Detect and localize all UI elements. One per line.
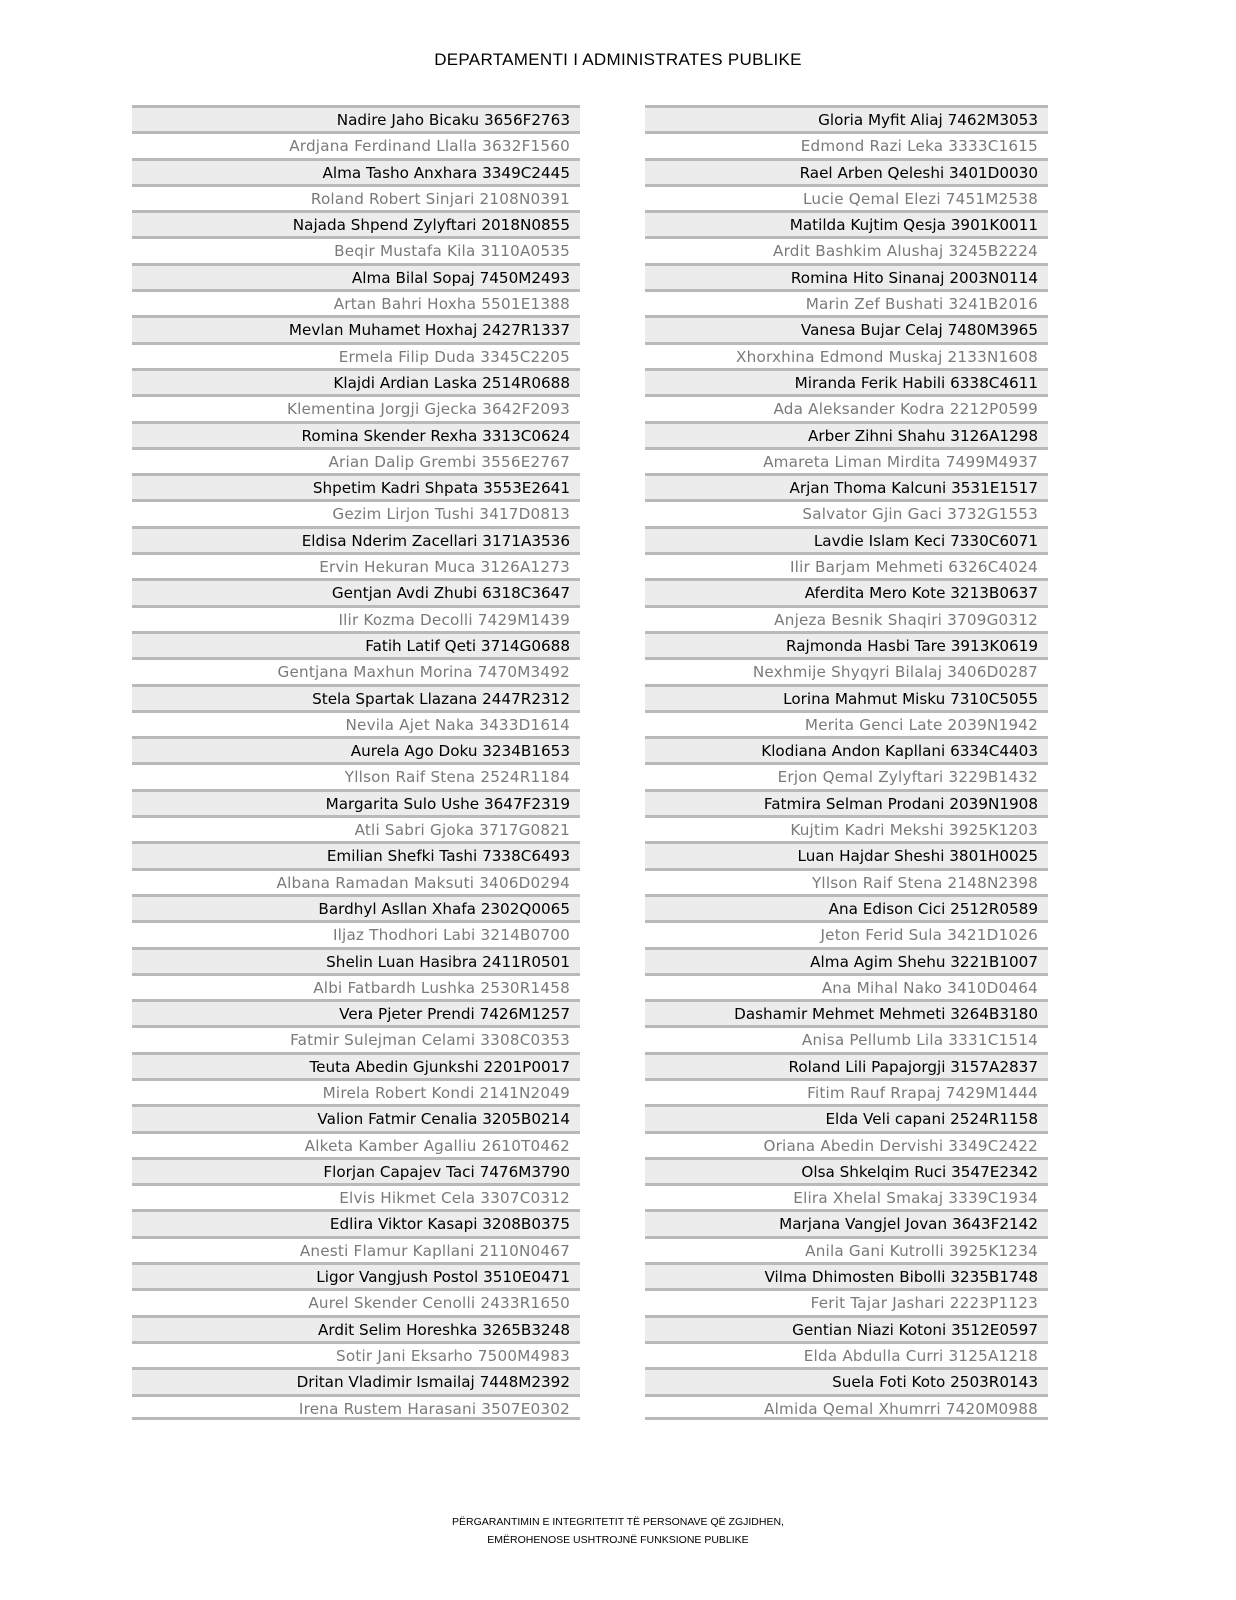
list-item: Klajdi Ardian Laska 2514R0688 [132,368,580,394]
list-item: Anesti Flamur Kapllani 2110N0467 [132,1236,580,1262]
list-item: Eldisa Nderim Zacellari 3171A3536 [132,526,580,552]
list-item: Fatih Latif Qeti 3714G0688 [132,631,580,657]
list-item: Ardit Bashkim Alushaj 3245B2224 [645,236,1048,262]
list-item: Erjon Qemal Zylyftari 3229B1432 [645,762,1048,788]
list-item: Fitim Rauf Rrapaj 7429M1444 [645,1078,1048,1104]
list-item: Aurela Ago Doku 3234B1653 [132,736,580,762]
list-item: Shpetim Kadri Shpata 3553E2641 [132,473,580,499]
list-item: Gezim Lirjon Tushi 3417D0813 [132,499,580,525]
list-item: Alma Bilal Sopaj 7450M2493 [132,263,580,289]
list-item: Anisa Pellumb Lila 3331C1514 [645,1025,1048,1051]
list-item: Lucie Qemal Elezi 7451M2538 [645,184,1048,210]
list-item: Sotir Jani Eksarho 7500M4983 [132,1341,580,1367]
list-item: Nevila Ajet Naka 3433D1614 [132,710,580,736]
footer [0,1513,1236,1549]
list-item: Valion Fatmir Cenalia 3205B0214 [132,1104,580,1130]
list-item: Arber Zihni Shahu 3126A1298 [645,421,1048,447]
list-item: Gloria Myfit Aliaj 7462M3053 [645,105,1048,131]
list-item: Romina Skender Rexha 3313C0624 [132,421,580,447]
list-item: Yllson Raif Stena 2148N2398 [645,868,1048,894]
list-item: Lavdie Islam Keci 7330C6071 [645,526,1048,552]
list-item: Artan Bahri Hoxha 5501E1388 [132,289,580,315]
list-item: Ada Aleksander Kodra 2212P0599 [645,394,1048,420]
list-item: Alma Tasho Anxhara 3349C2445 [132,158,580,184]
list-item: Najada Shpend Zylyftari 2018N0855 [132,210,580,236]
list-item: Ardjana Ferdinand Llalla 3632F1560 [132,131,580,157]
list-item: Atli Sabri Gjoka 3717G0821 [132,815,580,841]
list-item: Roland Lili Papajorgji 3157A2837 [645,1052,1048,1078]
list-item: Mevlan Muhamet Hoxhaj 2427R1337 [132,315,580,341]
list-item: Florjan Capajev Taci 7476M3790 [132,1157,580,1183]
list-item: Yllson Raif Stena 2524R1184 [132,762,580,788]
list-item: Elda Veli capani 2524R1158 [645,1104,1048,1130]
list-item: Kujtim Kadri Mekshi 3925K1203 [645,815,1048,841]
list-item: Xhorxhina Edmond Muskaj 2133N1608 [645,342,1048,368]
list-item: Romina Hito Sinanaj 2003N0114 [645,263,1048,289]
list-item: Aferdita Mero Kote 3213B0637 [645,578,1048,604]
list-item: Dritan Vladimir Ismailaj 7448M2392 [132,1367,580,1393]
list-item: Ana Edison Cici 2512R0589 [645,894,1048,920]
footer-line-1: PËRGARANTIMIN E INTEGRITETIT TË PERSONAVE QË ZGJIDHEN, [452,1516,784,1528]
list-item: Arian Dalip Grembi 3556E2767 [132,447,580,473]
list-item: Albana Ramadan Maksuti 3406D0294 [132,868,580,894]
list-item: Stela Spartak Llazana 2447R2312 [132,684,580,710]
list-item: Marin Zef Bushati 3241B2016 [645,289,1048,315]
list-item: Anila Gani Kutrolli 3925K1234 [645,1236,1048,1262]
list-item: Fatmira Selman Prodani 2039N1908 [645,789,1048,815]
list-item: Gentjan Avdi Zhubi 6318C3647 [132,578,580,604]
list-item: Miranda Ferik Habili 6338C4611 [645,368,1048,394]
list-item: Gentjana Maxhun Morina 7470M3492 [132,657,580,683]
list-item: Vilma Dhimosten Bibolli 3235B1748 [645,1262,1048,1288]
right-name-list [645,105,1048,1420]
list-item: Alma Agim Shehu 3221B1007 [645,947,1048,973]
list-item: Klementina Jorgji Gjecka 3642F2093 [132,394,580,420]
list-item: Margarita Sulo Ushe 3647F2319 [132,789,580,815]
list-item: Emilian Shefki Tashi 7338C6493 [132,841,580,867]
list-item: Ilir Barjam Mehmeti 6326C4024 [645,552,1048,578]
left-name-list [132,105,580,1420]
page-title: DEPARTAMENTI I ADMINISTRATES PUBLIKE [434,50,802,69]
list-item: Vera Pjeter Prendi 7426M1257 [132,999,580,1025]
list-item: Ermela Filip Duda 3345C2205 [132,342,580,368]
list-item: Matilda Kujtim Qesja 3901K0011 [645,210,1048,236]
list-item: Marjana Vangjel Jovan 3643F2142 [645,1209,1048,1235]
list-item: Gentian Niazi Kotoni 3512E0597 [645,1315,1048,1341]
list-item: Shelin Luan Hasibra 2411R0501 [132,947,580,973]
list-item: Jeton Ferid Sula 3421D1026 [645,920,1048,946]
list-item: Merita Genci Late 2039N1942 [645,710,1048,736]
list-item: Elira Xhelal Smakaj 3339C1934 [645,1183,1048,1209]
list-item: Fatmir Sulejman Celami 3308C0353 [132,1025,580,1051]
list-item: Ervin Hekuran Muca 3126A1273 [132,552,580,578]
list-item: Roland Robert Sinjari 2108N0391 [132,184,580,210]
list-item: Edmond Razi Leka 3333C1615 [645,131,1048,157]
list-item: Teuta Abedin Gjunkshi 2201P0017 [132,1052,580,1078]
list-item: Amareta Liman Mirdita 7499M4937 [645,447,1048,473]
list-item: Irena Rustem Harasani 3507E0302 [132,1394,580,1420]
list-item: Nexhmije Shyqyri Bilalaj 3406D0287 [645,657,1048,683]
list-item: Vanesa Bujar Celaj 7480M3965 [645,315,1048,341]
list-item: Ferit Tajar Jashari 2223P1123 [645,1288,1048,1314]
list-item: Albi Fatbardh Lushka 2530R1458 [132,973,580,999]
list-item: Ligor Vangjush Postol 3510E0471 [132,1262,580,1288]
list-item: Bardhyl Asllan Xhafa 2302Q0065 [132,894,580,920]
list-item: Lorina Mahmut Misku 7310C5055 [645,684,1048,710]
list-item: Rael Arben Qeleshi 3401D0030 [645,158,1048,184]
list-item: Beqir Mustafa Kila 3110A0535 [132,236,580,262]
list-item: Anjeza Besnik Shaqiri 3709G0312 [645,605,1048,631]
list-item: Mirela Robert Kondi 2141N2049 [132,1078,580,1104]
list-item: Iljaz Thodhori Labi 3214B0700 [132,920,580,946]
list-item: Salvator Gjin Gaci 3732G1553 [645,499,1048,525]
list-item: Ilir Kozma Decolli 7429M1439 [132,605,580,631]
list-item: Olsa Shkelqim Ruci 3547E2342 [645,1157,1048,1183]
list-item: Alketa Kamber Agalliu 2610T0462 [132,1131,580,1157]
list-item: Oriana Abedin Dervishi 3349C2422 [645,1131,1048,1157]
footer-line-2: EMËROHENOSE USHTROJNË FUNKSIONE PUBLIKE [487,1534,749,1546]
list-item: Ardit Selim Horeshka 3265B3248 [132,1315,580,1341]
list-item: Aurel Skender Cenolli 2433R1650 [132,1288,580,1314]
list-item: Elda Abdulla Curri 3125A1218 [645,1341,1048,1367]
list-item: Elvis Hikmet Cela 3307C0312 [132,1183,580,1209]
list-item: Almida Qemal Xhumrri 7420M0988 [645,1394,1048,1420]
list-item: Klodiana Andon Kapllani 6334C4403 [645,736,1048,762]
list-item: Arjan Thoma Kalcuni 3531E1517 [645,473,1048,499]
list-item: Nadire Jaho Bicaku 3656F2763 [132,105,580,131]
list-item: Dashamir Mehmet Mehmeti 3264B3180 [645,999,1048,1025]
list-item: Edlira Viktor Kasapi 3208B0375 [132,1209,580,1235]
list-item: Suela Foti Koto 2503R0143 [645,1367,1048,1393]
list-item: Rajmonda Hasbi Tare 3913K0619 [645,631,1048,657]
list-item: Luan Hajdar Sheshi 3801H0025 [645,841,1048,867]
list-item: Ana Mihal Nako 3410D0464 [645,973,1048,999]
